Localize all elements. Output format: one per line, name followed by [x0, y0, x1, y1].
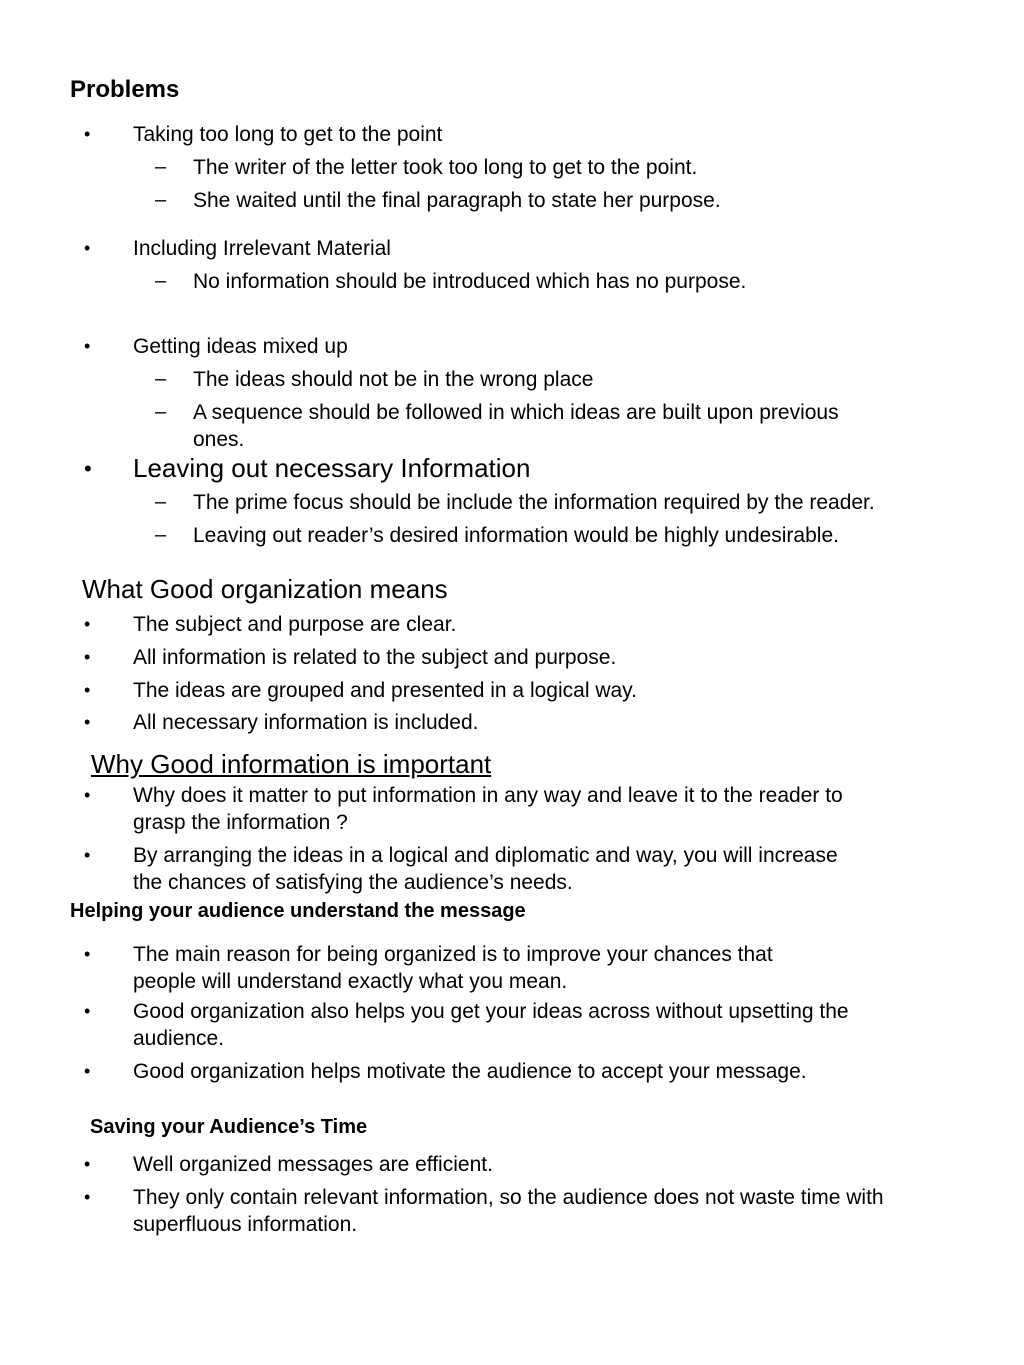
good-org-item: The subject and purpose are clear.: [133, 613, 457, 636]
problem-subitem: No information should be introduced which has no purpose.: [193, 270, 747, 293]
problem-subitem: The prime focus should be include the information required by the reader.: [193, 491, 875, 514]
saving-item: They only contain relevant information, so the audience does not waste time with: [133, 1186, 884, 1209]
problem-subitem: The writer of the letter took too long to get to the point.: [193, 156, 698, 179]
bullet-icon: •: [84, 336, 91, 356]
why-good-item: Why does it matter to put information in any way and leave it to the reader to: [133, 784, 843, 807]
bullet-icon: •: [84, 1154, 91, 1174]
bullet-icon: •: [84, 647, 91, 667]
bullet-icon: •: [84, 712, 91, 732]
helping-item-continued: audience.: [133, 1027, 225, 1050]
good-org-item: The ideas are grouped and presented in a logical way.: [133, 679, 637, 702]
bullet-icon: •: [84, 614, 91, 634]
problem-subitem: She waited until the final paragraph to state her purpose.: [193, 189, 721, 212]
saving-item-continued: superfluous information.: [133, 1213, 358, 1236]
dash-icon: –: [155, 189, 167, 211]
helping-item: Good organization also helps you get your ideas across without upsetting the: [133, 1000, 849, 1023]
problem-item: Leaving out necessary Information: [133, 453, 531, 483]
good-org-item: All necessary information is included.: [133, 711, 479, 734]
dash-icon: –: [155, 368, 167, 390]
dash-icon: –: [155, 156, 167, 178]
saving-heading: Saving your Audience’s Time: [90, 1116, 368, 1138]
bullet-icon: •: [84, 1001, 91, 1021]
why-good-item-continued: grasp the information ?: [133, 811, 348, 834]
problem-item: Including Irrelevant Material: [133, 237, 391, 260]
why-good-item-continued: the chances of satisfying the audience’s needs.: [133, 871, 573, 894]
helping-heading: Helping your audience understand the message: [70, 900, 526, 922]
bullet-icon: •: [84, 845, 91, 865]
dash-icon: –: [155, 491, 167, 513]
helping-item: The main reason for being organized is to improve your chances that: [133, 943, 773, 966]
good-org-item: All information is related to the subject and purpose.: [133, 646, 617, 669]
bullet-icon: •: [84, 124, 91, 144]
bullet-icon: •: [84, 1187, 91, 1207]
good-org-heading: What Good organization means: [82, 574, 448, 604]
problems-heading: Problems: [70, 76, 180, 103]
dash-icon: –: [155, 270, 167, 292]
dash-icon: –: [155, 524, 167, 546]
problem-item: Taking too long to get to the point: [133, 123, 443, 146]
problem-subitem: A sequence should be followed in which ideas are built upon previous: [193, 401, 839, 424]
problem-item: Getting ideas mixed up: [133, 335, 348, 358]
helping-item-continued: people will understand exactly what you mean.: [133, 970, 568, 993]
problem-subitem: The ideas should not be in the wrong place: [193, 368, 594, 391]
bullet-icon: •: [84, 1061, 91, 1081]
bullet-icon: •: [84, 944, 91, 964]
saving-item: Well organized messages are efficient.: [133, 1153, 493, 1176]
bullet-icon: •: [84, 680, 91, 700]
dash-icon: –: [155, 401, 167, 423]
bullet-icon: •: [84, 785, 91, 805]
why-good-heading: Why Good information is important: [91, 749, 492, 779]
bullet-icon: •: [84, 238, 91, 258]
problem-subitem: Leaving out reader’s desired information would be highly undesirable.: [193, 524, 839, 547]
why-good-item: By arranging the ideas in a logical and diplomatic and way, you will increase: [133, 844, 838, 867]
problem-subitem-continued: ones.: [193, 428, 245, 451]
helping-item: Good organization helps motivate the audience to accept your message.: [133, 1060, 807, 1083]
bullet-icon: •: [84, 456, 92, 481]
